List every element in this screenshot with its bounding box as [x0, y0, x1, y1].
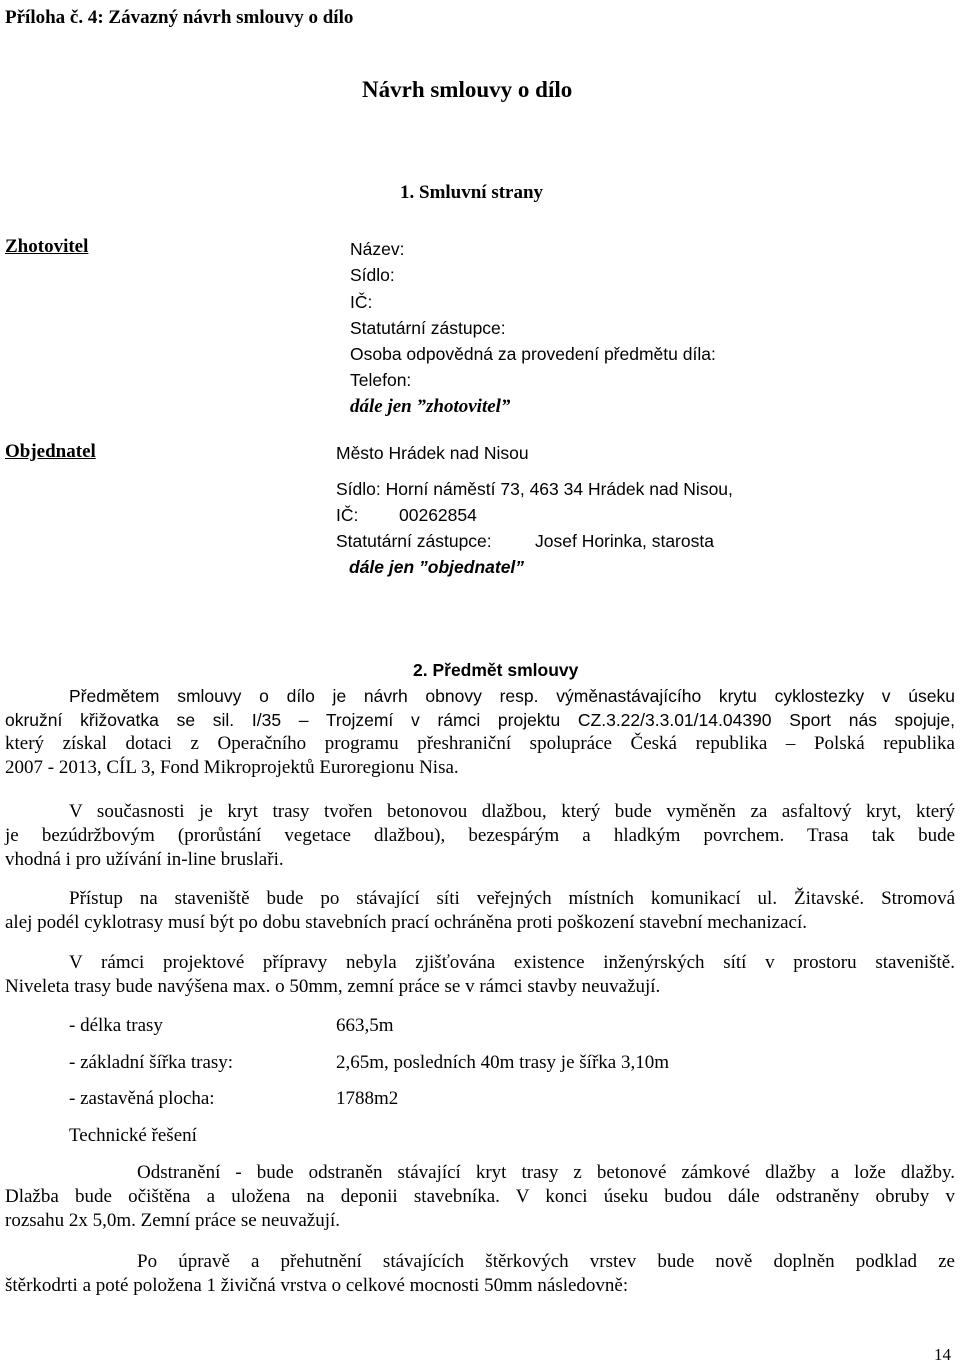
attachment-title: Příloha č. 4: Závazný návrh smlouvy o dílo	[5, 7, 354, 28]
contractor-field-ic: IČ:	[350, 291, 373, 312]
subject-line: 2007 - 2013, CÍL 3, Fond Mikroprojektů Euroregionu Nisa.	[5, 757, 459, 778]
contractor-field-responsible-person: Osoba odpovědná za provedení předmětu díla:	[350, 344, 716, 365]
spec-width-value: 2,65m, posledních 40m trasy je šířka 3,10m	[336, 1052, 669, 1073]
contractor-note: dále jen ”zhotovitel”	[350, 395, 511, 417]
spec-area-label: - zastavěná plocha:	[69, 1088, 215, 1109]
section2-heading: 2. Předmět smlouvy	[413, 660, 579, 680]
access-line: Přístup na staveniště bude po stávající síti veřejných místních komunikací ul. Žitavské. Stromová	[69, 888, 955, 909]
technical-solution-heading: Technické řešení	[69, 1125, 197, 1146]
base-layer-line: štěrkodrti a poté položena 1 živičná vrstva o celkové mocnosti 50mm následovně:	[5, 1275, 629, 1296]
contractor-field-phone: Telefon:	[350, 370, 412, 391]
client-label: Objednatel	[5, 441, 96, 462]
client-ic-value: 00262854	[399, 505, 477, 525]
base-layer-paragraph	[5, 1250, 955, 1298]
client-rep-value: Josef Horinka, starosta	[535, 531, 714, 551]
access-paragraph	[5, 887, 955, 935]
client-rep-label: Statutární zástupce:	[336, 531, 492, 551]
contractor-field-seat: Sídlo:	[350, 265, 395, 286]
removal-line: Dlažba bude očištěna a uložena na deponii stavebníka. V konci úseku budou dále odstraněny obruby v	[5, 1186, 955, 1207]
current-state-paragraph	[5, 800, 955, 872]
current-state-line: je bezúdržbovým (prorůstání vegetace dlažbou), bezespárým a hladkým povrchem. Trasa tak bude	[5, 825, 955, 846]
current-state-line: V současnosti je kryt trasy tvořen betonovou dlažbou, který bude vyměněn za asfaltový kryt, který	[69, 801, 955, 822]
subject-paragraph	[5, 684, 955, 780]
contractor-fields	[350, 236, 716, 420]
contractor-label: Zhotovitel	[5, 236, 89, 257]
base-layer-line: Po úpravě a přehutnění stávajících štěrkových vrstev bude nově doplněn podklad ze	[137, 1251, 955, 1272]
document-title: Návrh smlouvy o dílo	[362, 77, 573, 102]
access-line: alej podél cyklotrasy musí být po dobu stavebních prací ochráněna proti poškození stavební mechanizací.	[5, 912, 807, 933]
removal-line: rozsahu 2x 5,0m. Zemní práce se neuvažují.	[5, 1210, 341, 1231]
current-state-line: vhodná i pro užívání in-line bruslaři.	[5, 849, 284, 870]
contractor-field-name: Název:	[350, 239, 405, 259]
spec-length-value: 663,5m	[336, 1015, 394, 1036]
client-name: Město Hrádek nad Nisou	[336, 443, 529, 463]
contractor-field-representative: Statutární zástupce:	[350, 317, 506, 338]
spec-length-label: - délka trasy	[69, 1015, 163, 1036]
networks-line: Niveleta trasy bude navýšena max. o 50mm, zemní práce se v rámci stavby neuvažují.	[5, 976, 661, 997]
page-number: 14	[934, 1345, 951, 1364]
client-address: Sídlo: Horní náměstí 73, 463 34 Hrádek nad Nisou,	[336, 479, 733, 499]
networks-paragraph	[5, 951, 955, 999]
subject-line: který získal dotaci z Operačního programu přeshraniční spolupráce Česká republika – Polská republika	[5, 733, 955, 754]
spec-width-label: - základní šířka trasy:	[69, 1052, 234, 1073]
section1-heading: 1. Smluvní strany	[400, 182, 544, 203]
spec-area-value: 1788m2	[336, 1088, 399, 1109]
client-ic-label: IČ:	[336, 505, 359, 525]
subject-line: okružní křižovatka se sil. I/35 – Trojzemí v rámci projektu CZ.3.22/3.3.01/14.04390 Sport nás spojuje,	[5, 710, 955, 730]
client-note: dále jen ”objednatel”	[349, 557, 525, 577]
subject-line: Předmětem smlouvy o dílo je návrh obnovy resp. výměnastávajícího krytu cyklostezky v úseku	[69, 686, 955, 706]
removal-line: Odstranění - bude odstraněn stávající kryt trasy z betonové zámkové dlažby a lože dlažby.	[137, 1162, 955, 1183]
networks-line: V rámci projektové přípravy nebyla zjišťována existence inženýrských sítí v prostoru staveniště.	[69, 952, 955, 973]
removal-paragraph	[5, 1161, 955, 1233]
